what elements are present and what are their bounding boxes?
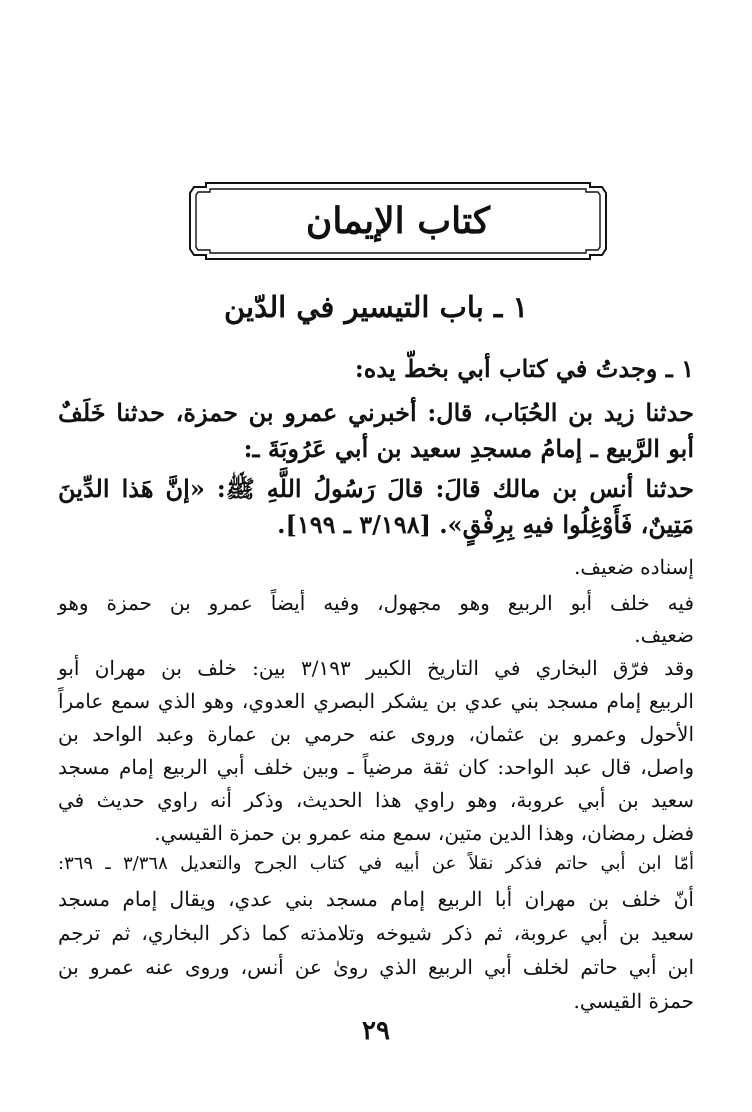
commentary-line: سعيد بن أبي عروبة، وهو راوي هذا الحديث، وذكر أنه راوي حديث في xyxy=(58,788,694,812)
section-heading: ١ ـ باب التيسير في الدّين xyxy=(223,290,529,324)
commentary-line: أمّا ابن أبي حاتم فذكر نقلاً عن أبيه في كتاب الجرح والتعديل ٣/٣٦٨ ـ ٣٦٩: xyxy=(58,853,694,874)
hadith-line-5: مَتِينٌ، فَأَوْغِلُوا فيهِ بِرِفْقٍ». [٣/١٩٨ ـ ١٩٩]. xyxy=(277,510,694,539)
commentary-line: الأحول وعمرو بن عثمان، وروى عنه حرمي بن عمارة وعبد الواحد بن xyxy=(58,722,694,746)
commentary-line: حمزة القيسي. xyxy=(573,989,694,1013)
hadith-line-3: أبو الرَّبيع ـ إمامُ مسجدِ سعيد بن أبي عَرُوبَةَ ـ: xyxy=(243,434,694,463)
commentary-line: فضل رمضان، وهذا الدين متين، سمع منه عمرو بن حمزة القيسي. xyxy=(154,821,694,845)
chapter-title: كتاب الإيمان xyxy=(305,200,491,242)
commentary-line: إسناده ضعيف. xyxy=(574,555,694,579)
commentary-line: ضعيف. xyxy=(634,623,694,647)
hadith-line-2: حدثنا زيد بن الحُبَاب، قال: أخبرني عمرو بن حمزة، حدثنا خَلَفٌ xyxy=(58,398,694,427)
commentary-line: الربيع إمام مسجد بني عدي بن يشكر البصري العدوي، وهو الذي سمع عامراً xyxy=(58,689,694,713)
chapter-title-frame xyxy=(188,181,608,261)
commentary-line: أنّ خلف بن مهران أبا الربيع إمام مسجد بني عدي، ويقال إمام مسجد xyxy=(58,887,694,911)
hadith-line-1: ١ ـ وجدتُ في كتاب أبي بخطّ يده: xyxy=(354,354,694,383)
page-number: ٢٩ xyxy=(362,1016,390,1046)
commentary-line: فيه خلف أبو الربيع وهو مجهول، وفيه أيضاً عمرو بن حمزة وهو xyxy=(58,591,694,615)
hadith-line-4: حدثنا أنس بن مالك قالَ: قالَ رَسُولُ اللَّهِ ﷺ: «إنَّ هَذا الدِّينَ xyxy=(58,474,694,503)
commentary-line: واصل، قال عبد الواحد: كان ثقة مرضياً ـ وبين خلف أبي الربيع إمام مسجد xyxy=(58,755,694,779)
commentary-line: سعيد بن أبي عروبة، ثم ذكر شيوخه وتلامذته كما ذكر البخاري، ثم ترجم xyxy=(58,921,694,945)
commentary-line: ابن أبي حاتم لخلف أبي الربيع الذي روىٰ عن أنس، وروى عنه عمرو بن xyxy=(58,955,694,979)
commentary-line: وقد فرّق البخاري في التاريخ الكبير ٣/١٩٣ بين: خلف بن مهران أبو xyxy=(58,656,695,680)
